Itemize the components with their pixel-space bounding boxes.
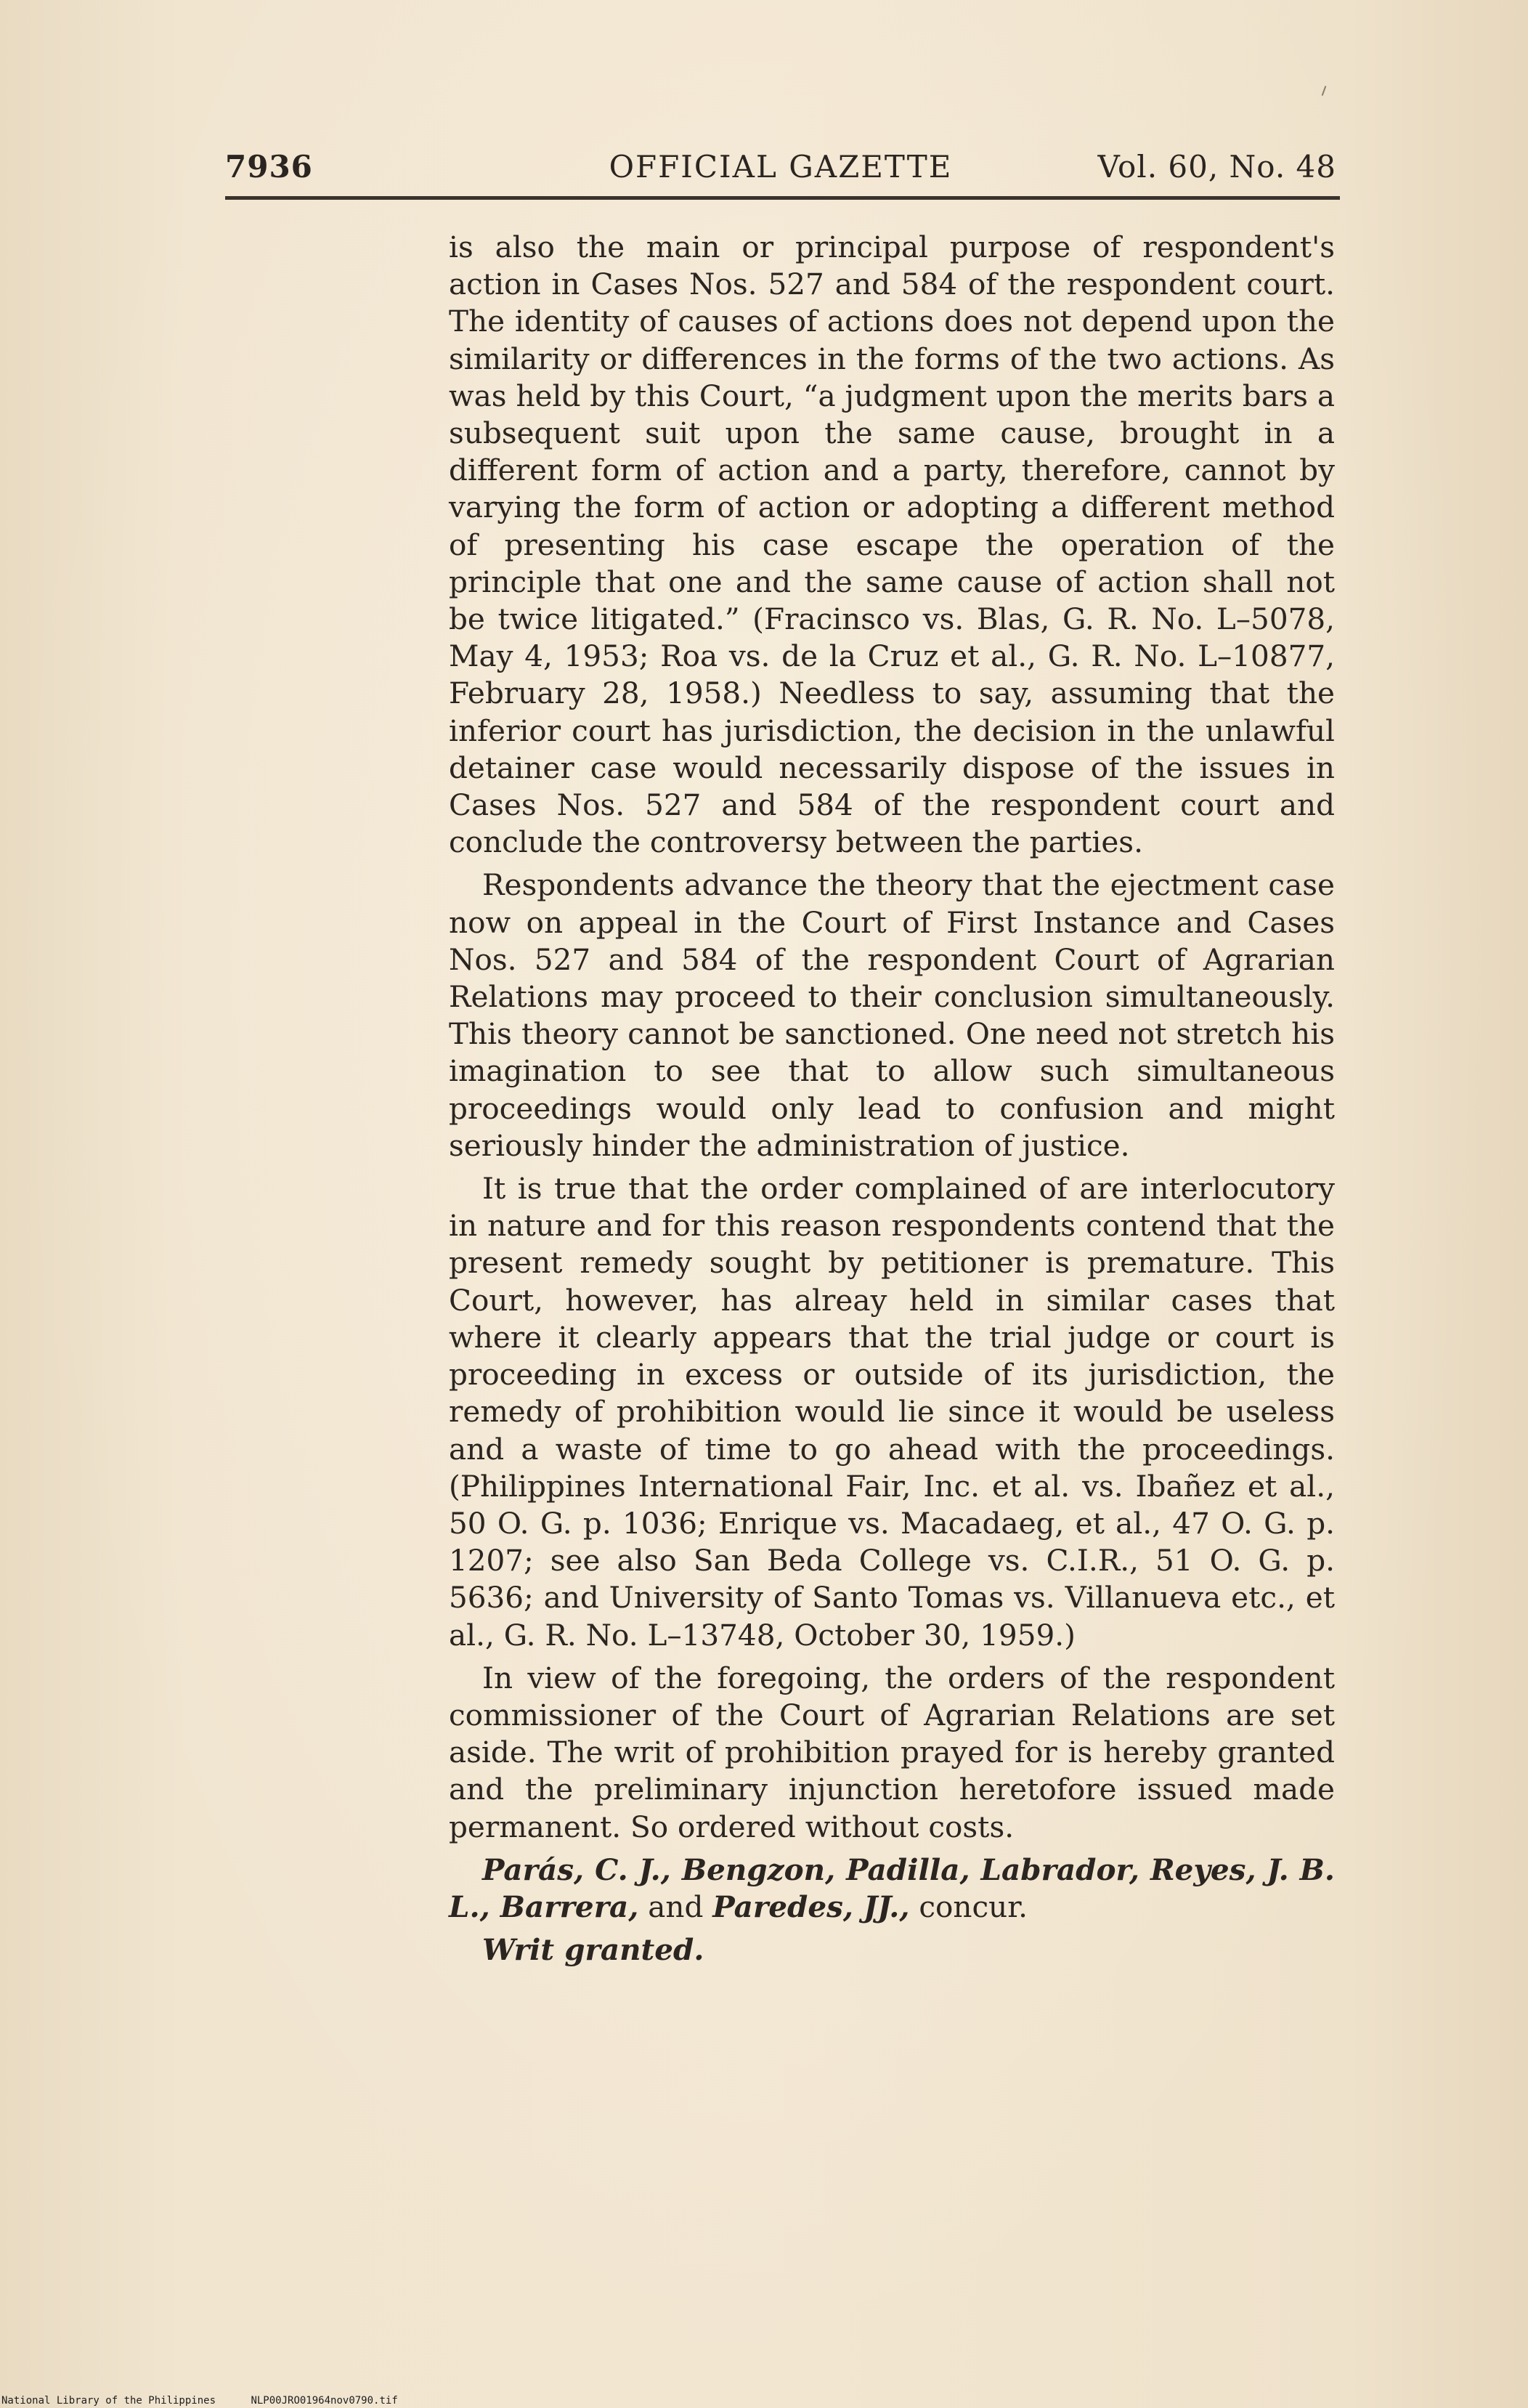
header-rule (225, 196, 1340, 200)
concurrence-verb: concur. (919, 1889, 1028, 1924)
concurring-justices-last: Paredes, JJ., (712, 1889, 910, 1924)
paragraph-simultaneous-proceedings: Respondents advance the theory that the ejectment case now on appeal in the Court of First Instance and Cases Nos. 527 and 584 of the respondent Court of Agrarian Relations may proceed to their conclusion simultaneously. This theory cannot be sanctioned. One need not stretch his imagination to see that to allow such simultaneous proceedings would only lead to confusion and might seriously hinder the administration of justice. (449, 867, 1335, 1163)
concurrence-and: and (648, 1889, 704, 1924)
page-number: 7936 (225, 149, 313, 185)
concurrence-line (449, 1852, 1335, 1926)
running-header (225, 149, 1336, 192)
scan-filename: NLP00JRO01964nov0790.tif (251, 2395, 398, 2407)
disposition: Writ granted. (482, 1932, 704, 1968)
paragraph-continued: is also the main or principal purpose of respondent's action in Cases Nos. 527 and 584 of the respondent court. The identity of causes of actions does not depend upon the similarity or differences in the forms of the two actions. As was held by this Court, “a judgment upon the merits bars a subsequent suit upon the same cause, brought in a different form of action and a party, therefore, cannot by varying the form of action or adopting a different method of presenting his case escape the operation of the principle that one and the same cause of action shall not be twice litigated.” (Fracinsco vs. Blas, G. R. No. L–5078, May 4, 1953; Roa vs. de la Cruz et al., G. R. No. L–10877, February 28, 1958.) Needless to say, assuming that the inferior court has jurisdiction, the decision in the unlawful detainer case would necessarily dispose of the issues in Cases Nos. 527 and 584 of the respondent court and conclude the controversy between the parties. (449, 230, 1335, 860)
publication-title: OFFICIAL GAZETTE (609, 149, 953, 185)
paragraph-interlocutory-orders: It is true that the order complained of are interlocutory in nature and for this reason respondents contend that the present remedy sought by petitioner is premature. This Court, however, has alreay held in similar cases that where it clearly appears that the trial judge or court is proceeding in excess or outside of its jurisdiction, the remedy of prohibition would lie since it would be useless and a waste of time to go ahead with the proceedings. (Philippines International Fair, Inc. et al. vs. Ibañez et al., 50 O. G. p. 1036; Enrique vs. Macadaeg, et al., 47 O. G. p. 1207; see also San Beda College vs. C.I.R., 51 O. G. p. 5636; and University of Santo Tomas vs. Villanueva etc., et al., G. R. No. L–13748, October 30, 1959.) (449, 1171, 1335, 1653)
library-name: National Library of the Philippines (1, 2395, 216, 2407)
body-text (449, 229, 1335, 1974)
volume-number: Vol. 60, No. 48 (1097, 149, 1336, 185)
paragraph-dispositive: In view of the foregoing, the orders of the respondent commissioner of the Court of Agrarian Relations are set aside. The writ of prohibition prayed for is hereby granted and the preliminary injunction heretofore issued made permanent. So ordered without costs. (449, 1660, 1335, 1844)
concurring-justices: Parás, C. J., Bengzon, Padilla, Labrador, Reyes, J. B. L., Barrera, (449, 1852, 1335, 1924)
disposition-line (449, 1931, 1335, 1969)
scan-footer (1, 2395, 398, 2407)
scan-speck (1322, 86, 1327, 96)
